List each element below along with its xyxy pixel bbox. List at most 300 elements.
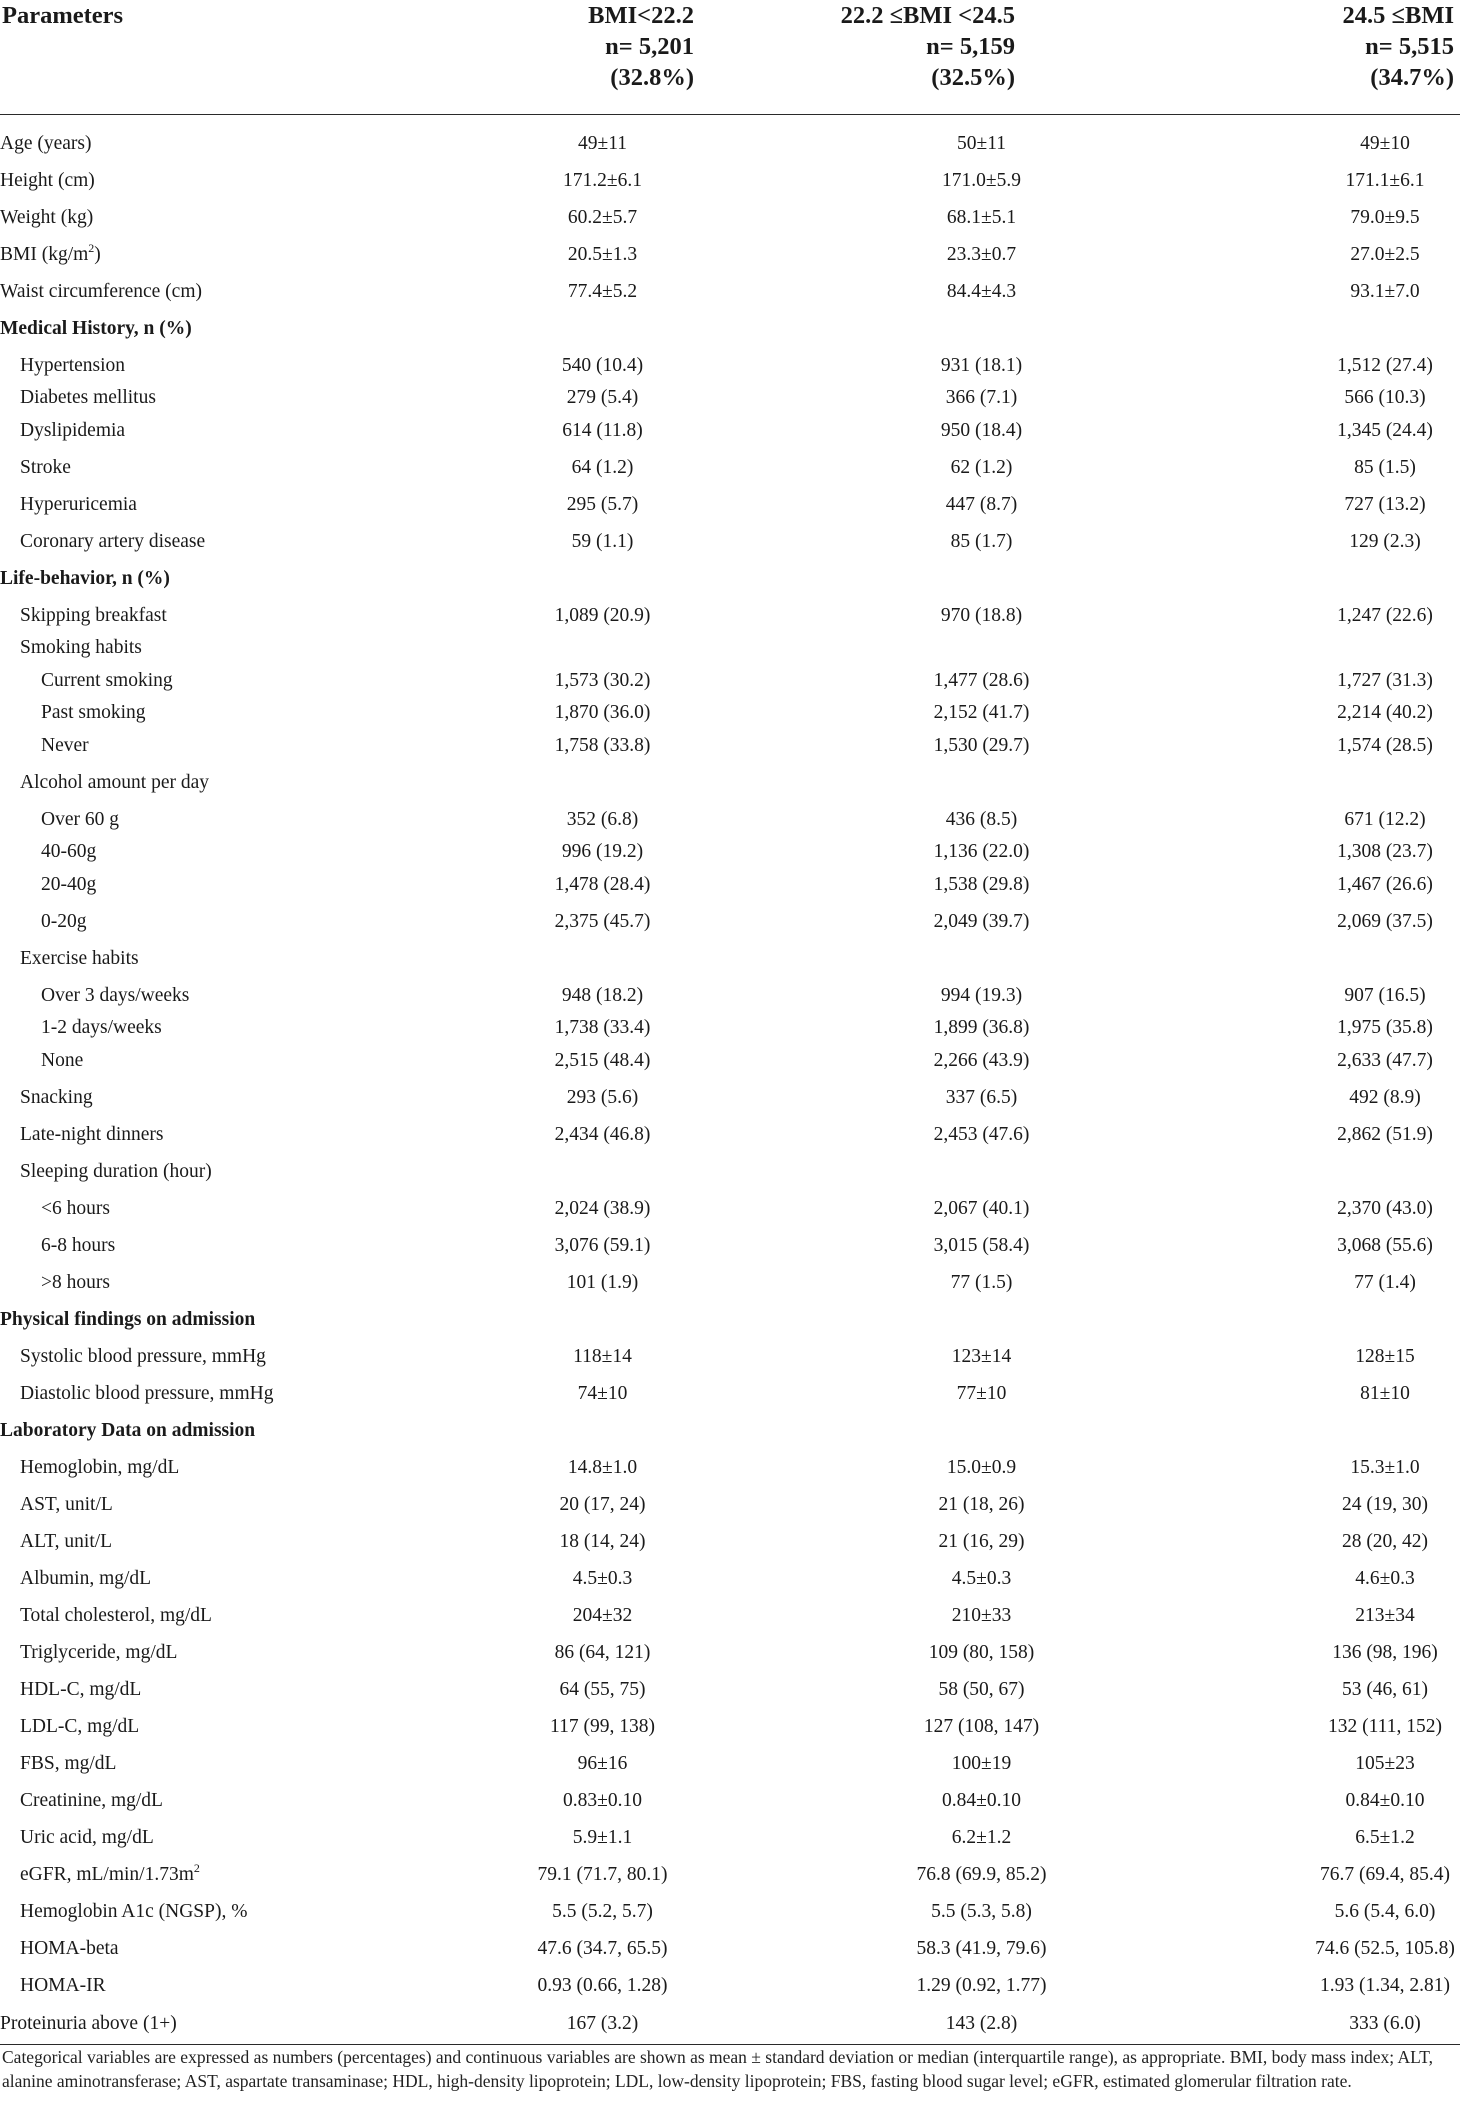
cell-group-3: 129 (2.3) <box>1349 530 1421 552</box>
cell-group-2: 23.3±0.7 <box>946 243 1017 265</box>
row-label <box>0 523 455 560</box>
cell-group-2 <box>735 1412 1160 1449</box>
cell-group-3: 74.6 (52.5, 105.8) <box>1315 1937 1455 1959</box>
cell-group-3: 85 (1.5) <box>1354 456 1416 478</box>
cell-group-3 <box>1160 310 1460 347</box>
cell-group-3 <box>1160 634 1460 662</box>
cell-group-2: 5.5 (5.3, 5.8) <box>931 1900 1032 1922</box>
table-row <box>0 764 1460 801</box>
table-row <box>0 523 1460 560</box>
row-label <box>0 1190 455 1227</box>
table-row <box>0 940 1460 977</box>
row-label <box>0 1745 455 1782</box>
table-row <box>0 412 1460 449</box>
cell-group-2 <box>735 1153 1160 1190</box>
row-label <box>0 449 455 486</box>
cell-group-3: 1,247 (22.6) <box>1337 604 1433 626</box>
cell-group-3: 24 (19, 30) <box>1341 1493 1429 1515</box>
row-label-text: Coronary artery disease <box>20 530 206 552</box>
row-label-text: Hypertension <box>20 354 126 376</box>
row-label <box>0 662 455 699</box>
cell-group-2: 970 (18.8) <box>940 604 1023 626</box>
cell-group-1 <box>455 634 735 662</box>
cell-group-1 <box>455 1412 735 1449</box>
cell-group-1: 20 (17, 24) <box>559 1493 646 1515</box>
cell-group-2: 2,049 (39.7) <box>933 910 1030 932</box>
cell-group-2: 58 (50, 67) <box>938 1678 1025 1700</box>
row-label-text: Over 3 days/weeks <box>41 984 190 1006</box>
cell-group-2: 1,538 (29.8) <box>933 873 1030 895</box>
table-row <box>0 838 1460 866</box>
cell-group-2: 210±33 <box>951 1604 1012 1626</box>
cell-group-2: 58.3 (41.9, 79.6) <box>916 1937 1047 1959</box>
cell-group-1: 1,870 (36.0) <box>554 702 651 723</box>
table-row <box>0 1523 1460 1560</box>
table-header-row <box>0 0 1460 115</box>
cell-group-1: 14.8±1.0 <box>567 1456 638 1478</box>
cell-group-2: 3,015 (58.4) <box>933 1234 1030 1256</box>
cell-group-3: 171.1±6.1 <box>1345 169 1425 191</box>
cell-group-1: 0.83±0.10 <box>563 1789 642 1811</box>
cell-group-1: 1,738 (33.4) <box>554 1017 651 1038</box>
cell-group-2: 62 (1.2) <box>950 456 1013 478</box>
table-row <box>0 384 1460 412</box>
cell-group-3: 6.5±1.2 <box>1355 1826 1415 1848</box>
row-label <box>0 347 455 384</box>
table-row <box>0 1708 1460 1745</box>
cell-group-2: 1.29 (0.92, 1.77) <box>916 1974 1047 1996</box>
header-group-1-pct: (32.8%) <box>610 64 694 91</box>
cell-group-2: 447 (8.7) <box>945 493 1018 515</box>
header-group-3-n: n= 5,515 <box>1365 33 1454 60</box>
row-label-text: Hemoglobin, mg/dL <box>20 1456 180 1478</box>
row-label-text: Physical findings on admission <box>0 1308 256 1330</box>
cell-group-3: 132 (111, 152) <box>1328 1715 1442 1737</box>
cell-group-1: 2,434 (46.8) <box>554 1123 651 1145</box>
header-group-1-n: n= 5,201 <box>605 33 694 60</box>
cell-group-3: 492 (8.9) <box>1349 1086 1421 1108</box>
row-label-text: HOMA-beta <box>20 1937 119 1959</box>
cell-group-2: 337 (6.5) <box>945 1086 1018 1108</box>
cell-group-3: 77 (1.4) <box>1354 1271 1416 1293</box>
cell-group-2 <box>735 310 1160 347</box>
table-row <box>0 1930 1460 1967</box>
cell-group-2: 21 (16, 29) <box>938 1530 1025 1552</box>
cell-group-2: 1,530 (29.7) <box>933 734 1030 756</box>
row-label <box>0 801 455 838</box>
cell-group-2: 127 (108, 147) <box>923 1715 1040 1737</box>
cell-group-3: 53 (46, 61) <box>1341 1678 1429 1700</box>
header-group-2-range: 22.2 ≤BMI <24.5 <box>840 2 1015 29</box>
row-label-text: Over 60 g <box>41 808 119 830</box>
cell-group-1: 59 (1.1) <box>571 530 634 552</box>
row-label <box>0 1301 455 1338</box>
cell-group-1: 1,478 (28.4) <box>554 873 651 895</box>
cell-group-3: 2,862 (51.9) <box>1337 1123 1433 1145</box>
cell-group-1: 74±10 <box>577 1382 628 1404</box>
section-header-row <box>0 1301 1460 1338</box>
cell-group-3: 5.6 (5.4, 6.0) <box>1334 1900 1436 1922</box>
table-row <box>0 1042 1460 1079</box>
row-label-text: Exercise habits <box>20 947 139 969</box>
row-label-text: Waist circumference (cm) <box>0 280 202 302</box>
cell-group-3: 671 (12.2) <box>1344 808 1426 830</box>
cell-group-2: 50±11 <box>957 132 1006 154</box>
table-row <box>0 977 1460 1014</box>
row-label <box>0 2004 455 2045</box>
row-label <box>0 1560 455 1597</box>
cell-group-1: 1,573 (30.2) <box>554 669 651 691</box>
table-row <box>0 1560 1460 1597</box>
cell-group-3 <box>1160 940 1460 977</box>
row-label-text: Hyperuricemia <box>20 493 137 515</box>
row-label-text: Dyslipidemia <box>20 419 126 441</box>
row-label-text: Hemoglobin A1c (NGSP), % <box>20 1900 248 1922</box>
cell-group-2: 2,152 (41.7) <box>933 702 1030 723</box>
table-row <box>0 347 1460 384</box>
table-row <box>0 801 1460 838</box>
table-row <box>0 699 1460 727</box>
cell-group-1: 77.4±5.2 <box>567 280 638 302</box>
row-label-text: Systolic blood pressure, mmHg <box>20 1345 266 1367</box>
row-label <box>0 1079 455 1116</box>
row-label-text: ALT, unit/L <box>20 1530 113 1552</box>
header-group-1 <box>455 0 735 115</box>
cell-group-2: 950 (18.4) <box>940 419 1023 441</box>
table-row <box>0 1486 1460 1523</box>
cell-group-1: 86 (64, 121) <box>554 1641 651 1663</box>
cell-group-2: 85 (1.7) <box>950 530 1013 552</box>
cell-group-2: 1,136 (22.0) <box>933 841 1030 862</box>
header-group-2 <box>735 0 1160 115</box>
cell-group-2: 2,266 (43.9) <box>933 1049 1030 1071</box>
cell-group-3: 1.93 (1.34, 2.81) <box>1320 1974 1450 1996</box>
cell-group-3: 1,574 (28.5) <box>1337 734 1433 756</box>
cell-group-2: 84.4±4.3 <box>946 280 1017 302</box>
row-label-text: Diastolic blood pressure, mmHg <box>20 1382 274 1404</box>
row-label <box>0 1671 455 1708</box>
row-label-text: LDL-C, mg/dL <box>20 1715 140 1737</box>
header-group-3-pct: (34.7%) <box>1370 64 1454 91</box>
cell-group-1: 293 (5.6) <box>566 1086 639 1108</box>
cell-group-1: 948 (18.2) <box>561 984 644 1006</box>
table-row <box>0 1856 1460 1893</box>
row-label <box>0 866 455 903</box>
row-label <box>0 1930 455 1967</box>
table-row <box>0 1671 1460 1708</box>
cell-group-3: 1,345 (24.4) <box>1337 419 1433 441</box>
header-group-1-range: BMI<22.2 <box>588 2 694 29</box>
section-header-row <box>0 1412 1460 1449</box>
cell-group-2: 77±10 <box>956 1382 1007 1404</box>
cell-group-1: 60.2±5.7 <box>567 206 638 228</box>
row-label <box>0 1153 455 1190</box>
table-row <box>0 115 1460 163</box>
cell-group-2: 171.0±5.9 <box>942 169 1021 191</box>
cell-group-3 <box>1160 764 1460 801</box>
row-label-text: Height (cm) <box>0 169 95 191</box>
row-label-text: Proteinuria above (1+) <box>0 2013 177 2034</box>
table-row <box>0 486 1460 523</box>
cell-group-3: 28 (20, 42) <box>1341 1530 1429 1552</box>
table-body <box>0 115 1460 2045</box>
cell-group-2: 366 (7.1) <box>945 387 1018 408</box>
cell-group-1: 171.2±6.1 <box>563 169 642 191</box>
cell-group-3: 1,308 (23.7) <box>1337 841 1433 862</box>
row-label <box>0 1782 455 1819</box>
cell-group-1: 2,375 (45.7) <box>554 910 651 932</box>
cell-group-3: 1,467 (26.6) <box>1337 873 1433 895</box>
cell-group-1: 118±14 <box>573 1345 632 1367</box>
cell-group-1: 101 (1.9) <box>566 1271 639 1293</box>
row-label <box>0 1634 455 1671</box>
table-row <box>0 199 1460 236</box>
row-label <box>0 1042 455 1079</box>
row-label-text: HOMA-IR <box>20 1974 106 1996</box>
row-label <box>0 764 455 801</box>
cell-group-3: 128±15 <box>1355 1345 1415 1367</box>
cell-group-1: 49±11 <box>578 132 627 154</box>
table-row <box>0 1893 1460 1930</box>
cell-group-2: 15.0±0.9 <box>946 1456 1017 1478</box>
cell-group-3 <box>1160 1412 1460 1449</box>
row-label-text: Total cholesterol, mg/dL <box>20 1604 212 1626</box>
table-row <box>0 1375 1460 1412</box>
row-label-text: Never <box>41 734 89 756</box>
cell-group-2: 68.1±5.1 <box>946 206 1017 228</box>
cell-group-2: 76.8 (69.9, 85.2) <box>916 1863 1047 1885</box>
table-row <box>0 1967 1460 2004</box>
row-label-text: Diabetes mellitus <box>20 387 156 408</box>
cell-group-2 <box>735 560 1160 597</box>
cell-group-3: 1,727 (31.3) <box>1337 669 1433 691</box>
cell-group-3: 907 (16.5) <box>1344 984 1426 1006</box>
table-row <box>0 1227 1460 1264</box>
row-label-suffix: ) <box>94 243 101 265</box>
cell-group-1 <box>455 560 735 597</box>
row-label-text: <6 hours <box>41 1197 110 1219</box>
cell-group-3: 15.3±1.0 <box>1350 1456 1420 1478</box>
row-label-text: 1-2 days/weeks <box>41 1017 162 1038</box>
cell-group-3: 49±10 <box>1360 132 1410 154</box>
table-row <box>0 1449 1460 1486</box>
cell-group-2: 109 (80, 158) <box>928 1641 1035 1663</box>
row-label <box>0 1893 455 1930</box>
cell-group-3: 566 (10.3) <box>1344 387 1426 408</box>
row-label <box>0 310 455 347</box>
row-label <box>0 412 455 449</box>
table-row <box>0 1597 1460 1634</box>
cell-group-2: 143 (2.8) <box>735 2004 1160 2045</box>
cell-group-3: 0.84±0.10 <box>1345 1789 1425 1811</box>
row-label-text: Stroke <box>20 456 71 478</box>
table-row <box>0 1745 1460 1782</box>
cell-group-1: 204±32 <box>572 1604 633 1626</box>
cell-group-2: 6.2±1.2 <box>951 1826 1012 1848</box>
table-row <box>0 1264 1460 1301</box>
row-label <box>0 1116 455 1153</box>
table-row <box>0 236 1460 273</box>
table-row <box>0 1079 1460 1116</box>
row-label <box>0 940 455 977</box>
row-label-text: Past smoking <box>41 702 146 723</box>
cell-group-1: 295 (5.7) <box>566 493 639 515</box>
cell-group-3: 93.1±7.0 <box>1350 280 1420 302</box>
cell-group-3: 2,370 (43.0) <box>1337 1197 1433 1219</box>
cell-group-3: 136 (98, 196) <box>1332 1641 1438 1663</box>
table-row <box>0 2004 1460 2045</box>
table-row <box>0 597 1460 634</box>
row-label-text: 20-40g <box>41 873 97 895</box>
row-label-text: Late-night dinners <box>20 1123 164 1145</box>
table-row <box>0 634 1460 662</box>
row-label-text: Creatinine, mg/dL <box>20 1789 163 1811</box>
header-group-3 <box>1160 0 1460 115</box>
cell-group-2 <box>735 940 1160 977</box>
cell-group-1: 996 (19.2) <box>561 841 644 862</box>
row-label-text: None <box>41 1049 84 1071</box>
cell-group-1 <box>455 1153 735 1190</box>
cell-group-1: 18 (14, 24) <box>559 1530 646 1552</box>
row-label-text: Life-behavior, n (%) <box>0 567 170 589</box>
cell-group-3: 333 (6.0) <box>1160 2004 1460 2045</box>
row-label-text: 0-20g <box>41 910 87 932</box>
cell-group-3: 1,512 (27.4) <box>1337 354 1433 376</box>
cell-group-1: 117 (99, 138) <box>550 1715 655 1737</box>
row-label <box>0 1523 455 1560</box>
header-parameters: Parameters <box>0 0 455 115</box>
row-label-text: Uric acid, mg/dL <box>20 1826 154 1848</box>
table-footnote: Categorical variables are expressed as numbers (percentages) and continuous variables are shown as mean ± standard deviation or median (interquartile range), as appropriate. BMI, body mass index; ALT, alanine aminotransferase; AST, aspartate transaminase; HDL, high-density lipoprotein; LDL, low-density lipoprotein; FBS, fasting blood sugar level; eGFR, estimated glomerular filtration rate. <box>2 2047 1434 2091</box>
row-label-text: Smoking habits <box>20 637 142 658</box>
cell-group-3: 2,069 (37.5) <box>1337 910 1433 932</box>
cell-group-1: 352 (6.8) <box>566 808 639 830</box>
row-label-text: Weight (kg) <box>0 206 94 228</box>
row-label-text: BMI (kg/m <box>0 243 89 265</box>
table-row <box>0 1782 1460 1819</box>
row-label-text: Age (years) <box>0 132 92 154</box>
row-label <box>0 838 455 866</box>
cell-group-3 <box>1160 1301 1460 1338</box>
row-label <box>0 1227 455 1264</box>
row-label-text: Sleeping duration (hour) <box>20 1160 212 1182</box>
header-group-2-n: n= 5,159 <box>926 33 1015 60</box>
row-label-text: Laboratory Data on admission <box>0 1419 256 1441</box>
table-row <box>0 662 1460 699</box>
header-group-2-pct: (32.5%) <box>931 64 1015 91</box>
cell-group-3 <box>1160 560 1460 597</box>
cell-group-1: 279 (5.4) <box>566 387 639 408</box>
cell-group-1: 5.5 (5.2, 5.7) <box>552 1900 653 1922</box>
row-label <box>0 597 455 634</box>
cell-group-1: 3,076 (59.1) <box>554 1234 651 1256</box>
row-label-text: Triglyceride, mg/dL <box>20 1641 178 1663</box>
row-label-text: 40-60g <box>41 841 97 862</box>
cell-group-1: 2,024 (38.9) <box>554 1197 651 1219</box>
row-label <box>0 1375 455 1412</box>
cell-group-2: 0.84±0.10 <box>942 1789 1021 1811</box>
cell-group-2: 123±14 <box>951 1345 1012 1367</box>
row-label-text: AST, unit/L <box>20 1493 113 1515</box>
table-row <box>0 1116 1460 1153</box>
cell-group-1: 4.5±0.3 <box>572 1567 633 1589</box>
cell-group-2: 931 (18.1) <box>940 354 1023 376</box>
cell-group-1 <box>455 310 735 347</box>
cell-group-1: 1,089 (20.9) <box>554 604 651 626</box>
row-label <box>0 727 455 764</box>
row-label <box>0 1412 455 1449</box>
table-row <box>0 903 1460 940</box>
row-label-text: Medical History, n (%) <box>0 317 192 339</box>
row-label <box>0 1486 455 1523</box>
cell-group-1: 540 (10.4) <box>561 354 644 376</box>
cell-group-1: 20.5±1.3 <box>567 243 638 265</box>
cell-group-2: 2,067 (40.1) <box>933 1197 1030 1219</box>
cell-group-3: 27.0±2.5 <box>1350 243 1420 265</box>
row-label-superscript: 2 <box>88 240 95 255</box>
table-row <box>0 727 1460 764</box>
row-label <box>0 1708 455 1745</box>
table-row <box>0 449 1460 486</box>
cell-group-2: 1,899 (36.8) <box>933 1017 1030 1038</box>
row-label-text: Skipping breakfast <box>20 604 167 626</box>
cell-group-1: 2,515 (48.4) <box>554 1049 651 1071</box>
row-label <box>0 1264 455 1301</box>
cell-group-1: 167 (3.2) <box>455 2004 735 2045</box>
row-label <box>0 560 455 597</box>
cell-group-3: 727 (13.2) <box>1344 493 1426 515</box>
cell-group-3: 213±34 <box>1355 1604 1415 1626</box>
row-label <box>0 1819 455 1856</box>
row-label-superscript: 2 <box>193 1860 200 1875</box>
cell-group-1 <box>455 764 735 801</box>
cell-group-1: 0.93 (0.66, 1.28) <box>537 1974 668 1996</box>
cell-group-2 <box>735 634 1160 662</box>
cell-group-1 <box>455 940 735 977</box>
cell-group-3: 4.6±0.3 <box>1355 1567 1415 1589</box>
row-label <box>0 903 455 940</box>
table-row <box>0 1153 1460 1190</box>
row-label <box>0 162 455 199</box>
cell-group-2: 77 (1.5) <box>950 1271 1013 1293</box>
cell-group-1: 79.1 (71.7, 80.1) <box>537 1863 668 1885</box>
row-label-text: eGFR, mL/min/1.73m <box>20 1863 194 1885</box>
cell-group-2: 2,453 (47.6) <box>933 1123 1030 1145</box>
cell-group-3: 79.0±9.5 <box>1350 206 1420 228</box>
cell-group-2: 436 (8.5) <box>945 808 1018 830</box>
row-label <box>0 1338 455 1375</box>
cell-group-3: 105±23 <box>1355 1752 1415 1774</box>
table-row <box>0 866 1460 903</box>
row-label-text: HDL-C, mg/dL <box>20 1678 142 1700</box>
cell-group-3: 76.7 (69.4, 85.4) <box>1320 1863 1450 1885</box>
section-header-row <box>0 310 1460 347</box>
row-label <box>0 1597 455 1634</box>
row-label-text: Current smoking <box>41 669 173 691</box>
table-row <box>0 1014 1460 1042</box>
table-row <box>0 1634 1460 1671</box>
row-label <box>0 634 455 662</box>
cell-group-2: 21 (18, 26) <box>938 1493 1025 1515</box>
row-label-text: 6-8 hours <box>41 1234 116 1256</box>
cell-group-1: 64 (1.2) <box>571 456 634 478</box>
cell-group-1: 1,758 (33.8) <box>554 734 651 756</box>
cell-group-3: 2,633 (47.7) <box>1337 1049 1433 1071</box>
row-label-text: Snacking <box>20 1086 93 1108</box>
cell-group-2: 100±19 <box>951 1752 1012 1774</box>
table-row <box>0 273 1460 310</box>
table-row <box>0 1819 1460 1856</box>
